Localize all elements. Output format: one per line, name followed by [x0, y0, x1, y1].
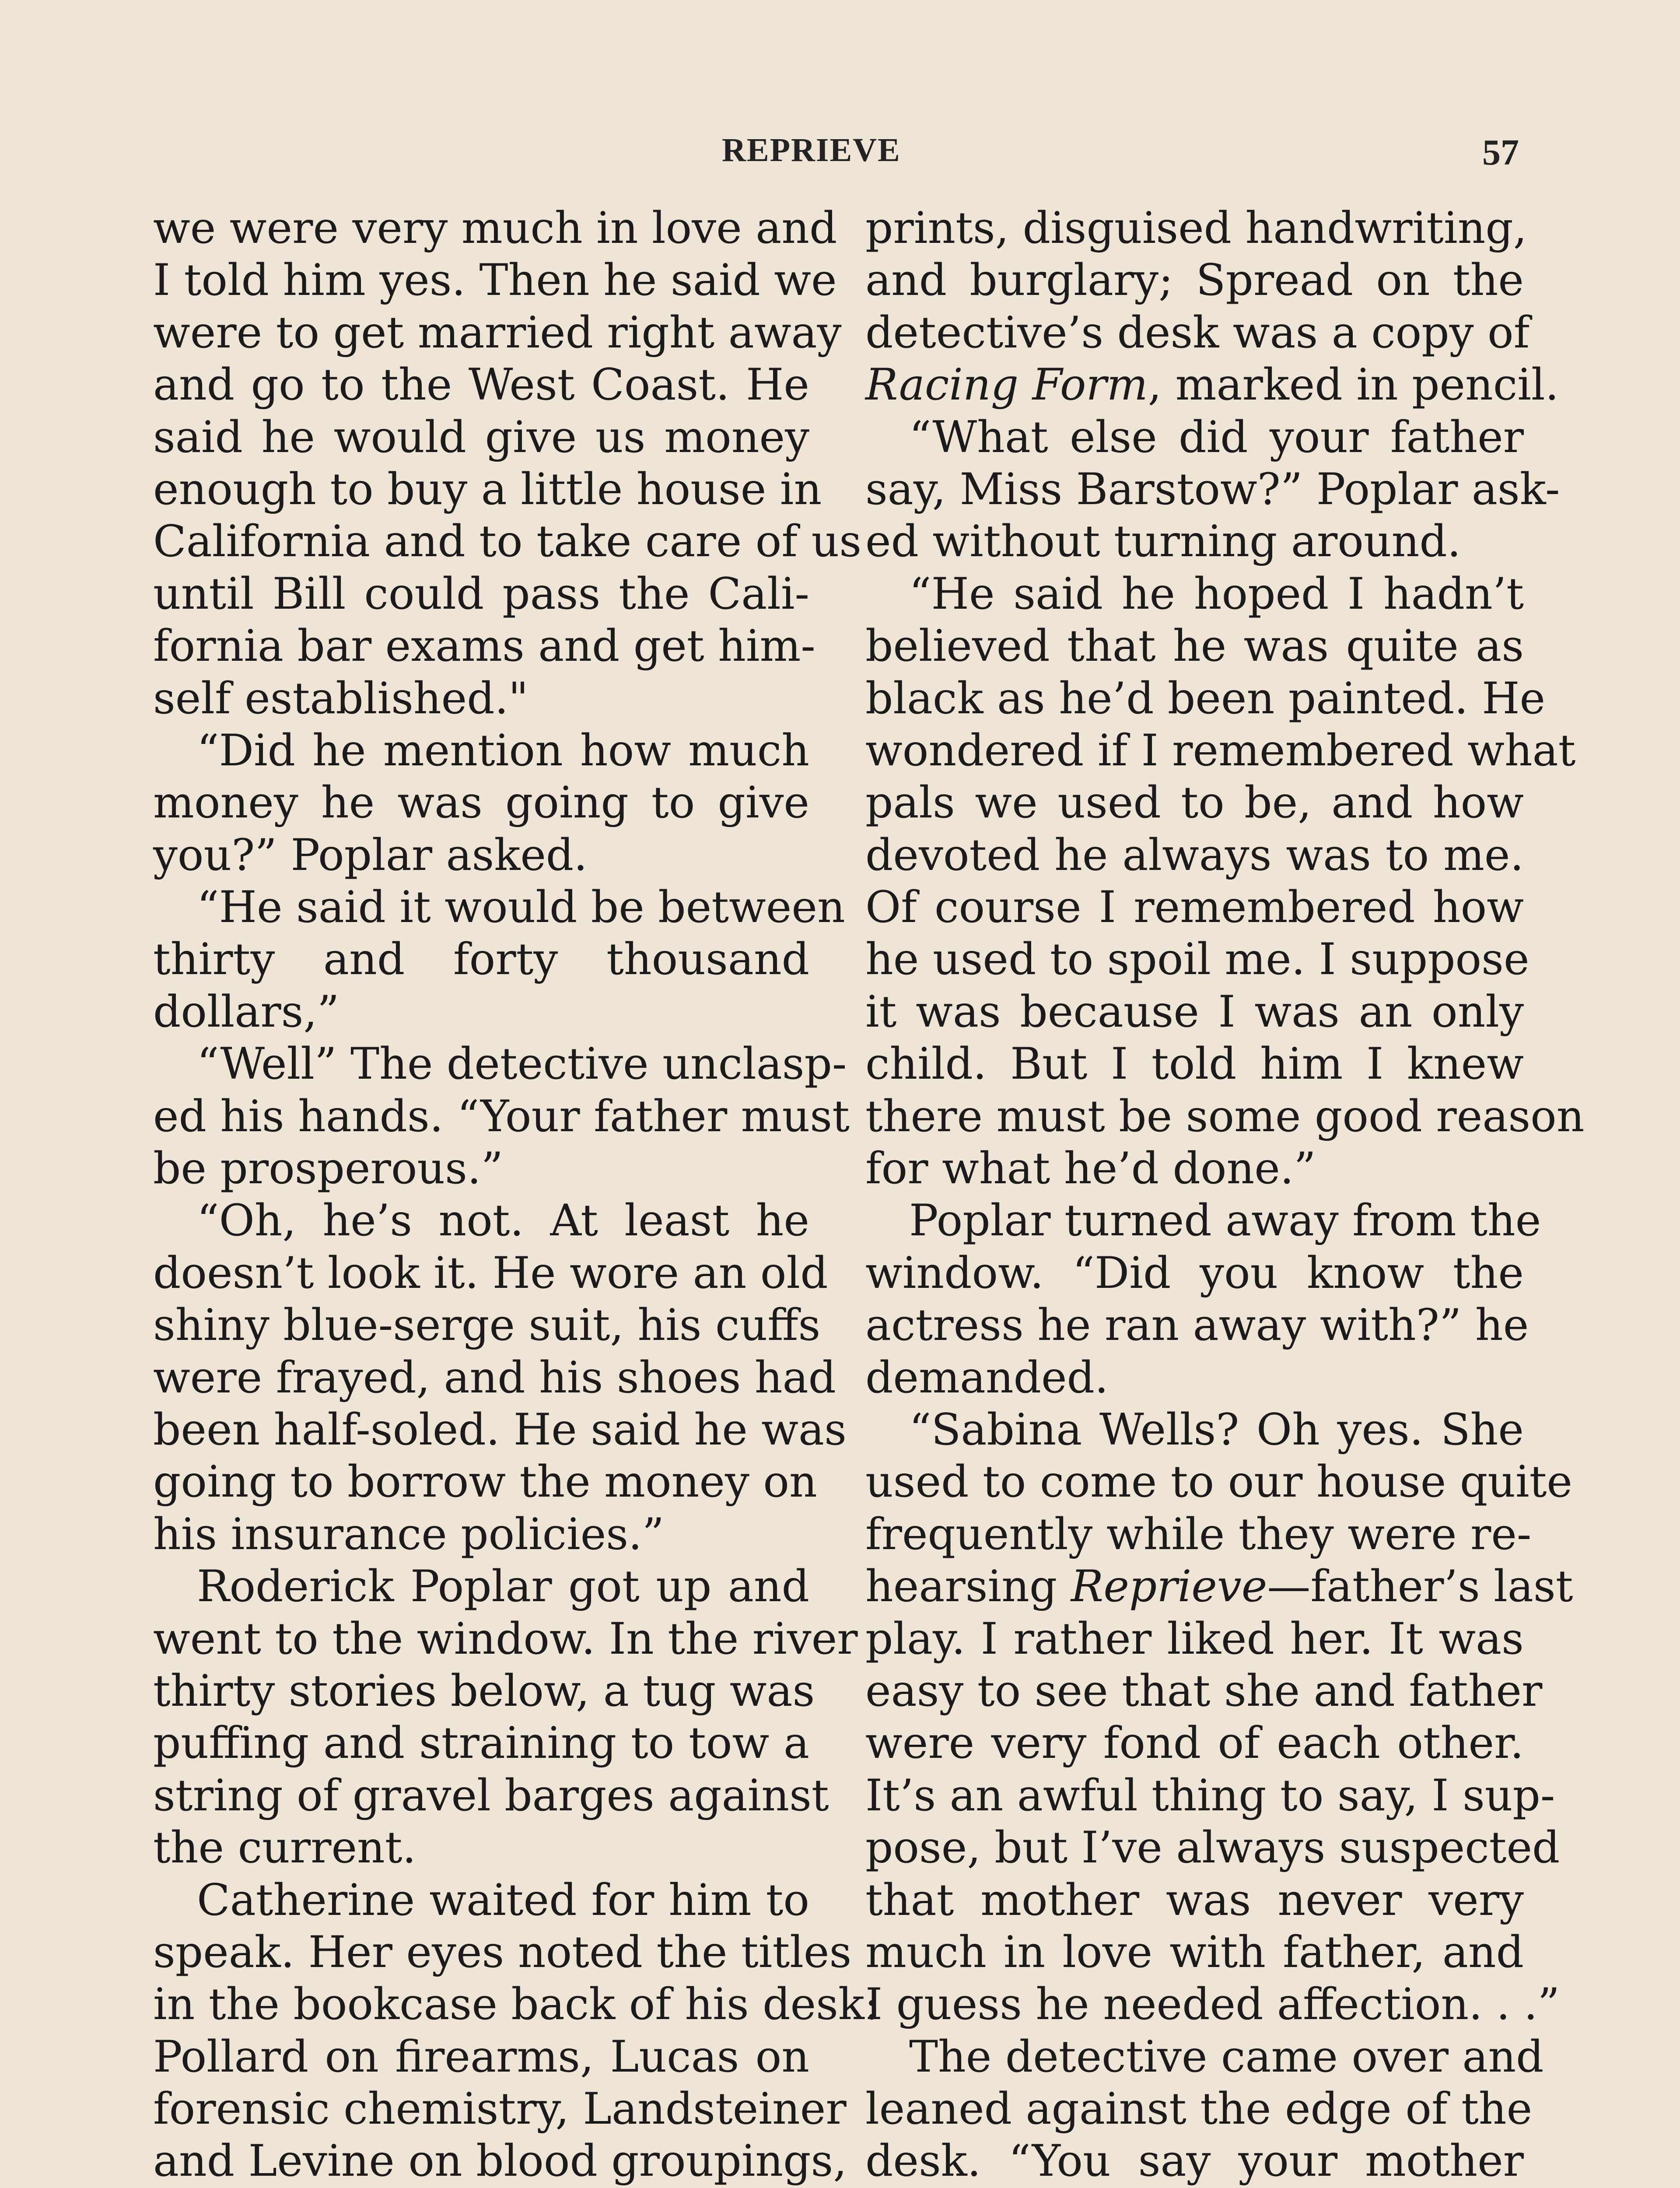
text-line: be prosperous.” [153, 1143, 504, 1194]
text-line: devoted he always was to me. [865, 830, 1524, 880]
text-line: pose, but I’ve always suspected [865, 1823, 1560, 1873]
text-line: were frayed, and his shoes had [153, 1352, 836, 1403]
text-line: went to the window. In the river [153, 1613, 858, 1664]
text-line: say, Miss Barstow?” Poplar ask- [865, 464, 1560, 515]
text-line: were very fond of each other. [865, 1718, 1524, 1769]
text-line: demanded. [865, 1352, 1109, 1403]
text-line: black as he’d been painted. He [865, 673, 1546, 724]
text-line: It’s an awful thing to say, I sup- [865, 1770, 1555, 1821]
text-line: window. “Did you know the [865, 1248, 1524, 1298]
text-line: that mother was never very [865, 1875, 1524, 1925]
text-line: easy to see that she and father [865, 1666, 1543, 1716]
text-line: shiny blue-serge suit, his cuffs [153, 1300, 821, 1351]
text-line: and burglary; Spread on the [865, 255, 1524, 306]
text-line: hearsing Reprieve—father’s last [865, 1561, 1573, 1612]
text-line: leaned against the edge of the [865, 2084, 1533, 2135]
text-line: prints, disguised handwriting, [865, 203, 1527, 253]
text-line: string of gravel barges against [153, 1770, 829, 1821]
text-line: “He said he hoped I hadn’t [909, 568, 1524, 619]
text-line: his insurance policies.” [153, 1509, 665, 1560]
text-line: speak. Her eyes noted the titles [153, 1927, 852, 1978]
text-line: doesn’t look it. He wore an old [153, 1248, 828, 1298]
text-line: Roderick Poplar got up and [197, 1561, 809, 1612]
text-line: detective’s desk was a copy of [865, 307, 1530, 358]
text-line: “He said it would be between [197, 882, 845, 933]
text-line: there must be some good reason [865, 1091, 1585, 1142]
text-line: you?” Poplar asked. [153, 830, 588, 880]
text-line: child. But I told him I knew [865, 1039, 1524, 1090]
text-line: the current. [153, 1823, 416, 1873]
text-line: Poplar turned away from the [909, 1196, 1541, 1246]
text-line: “Did he mention how much [197, 725, 809, 776]
text-line: “Sabina Wells? Oh yes. She [909, 1404, 1524, 1455]
text-line: in the bookcase back of his desk: [153, 1979, 879, 2030]
text-line: forensic chemistry, Landsteiner [153, 2084, 847, 2135]
text-line: were to get married right away [153, 307, 842, 358]
text-line: wondered if I remembered what [865, 725, 1576, 776]
text-line: ed without turning around. [865, 516, 1461, 567]
text-line: much in love with father, and [865, 1927, 1524, 1978]
italic-title: Racing Form [865, 360, 1148, 410]
text-line: thirty and forty thousand [153, 934, 809, 985]
text-line: he used to spoil me. I suppose [865, 934, 1530, 985]
text-line: California and to take care of us [153, 516, 862, 567]
text-line: and Levine on blood groupings, [153, 2136, 847, 2187]
text-line: Pollard on firearms, Lucas on [153, 2031, 809, 2082]
text-line: pals we used to be, and how [865, 778, 1524, 828]
text-line: Catherine waited for him to [197, 1875, 809, 1925]
text-line: fornia bar exams and get him- [153, 621, 816, 672]
page-number: 57 [1482, 132, 1519, 173]
text-line: actress he ran away with?” he [865, 1300, 1529, 1351]
text-line: and go to the West Coast. He [153, 360, 809, 410]
italic-title: Reprieve [1071, 1561, 1267, 1612]
text-line: said he would give us money [153, 412, 809, 463]
text-line: it was because I was an only [865, 986, 1524, 1037]
text-line: been half-soled. He said he was [153, 1404, 847, 1455]
text-line: ed his hands. “Your father must [153, 1091, 850, 1142]
running-title: REPRIEVE [722, 132, 901, 168]
text-line: “Oh, he’s not. At least he [197, 1196, 809, 1246]
text-line: I told him yes. Then he said we [153, 255, 837, 306]
text-line: play. I rather liked her. It was [865, 1613, 1524, 1664]
page-header [0, 131, 1680, 175]
text-line: enough to buy a little house in [153, 464, 822, 515]
text-line: for what he’d done.” [865, 1143, 1316, 1194]
text-line: “Well” The detective unclasp- [197, 1039, 847, 1090]
text-line: self established." [153, 673, 528, 724]
text-line: used to come to our house quite [865, 1457, 1573, 1508]
text-line: desk. “You say your mother [865, 2136, 1524, 2187]
text-line: going to borrow the money on [153, 1457, 817, 1508]
text-line: money he was going to give [153, 778, 809, 828]
text-column-right [865, 202, 1585, 2188]
text-line: we were very much in love and [153, 203, 837, 253]
text-line: dollars,” [153, 986, 340, 1037]
text-line: puffing and straining to tow a [153, 1718, 809, 1769]
text-line: believed that he was quite as [865, 621, 1524, 672]
text-line: thirty stories below, a tug was [153, 1666, 815, 1716]
text-line: I guess he needed affection. . .” [865, 1979, 1560, 2030]
text-line: until Bill could pass the Cali- [153, 568, 809, 619]
text-line: The detective came over and [909, 2031, 1544, 2082]
text-line: Of course I remembered how [865, 882, 1524, 933]
text-column-left [153, 202, 879, 2188]
text-line: frequently while they were re- [865, 1509, 1532, 1560]
text-line: Racing Form, marked in pencil. [865, 360, 1559, 410]
text-line: “What else did your father [909, 412, 1524, 463]
